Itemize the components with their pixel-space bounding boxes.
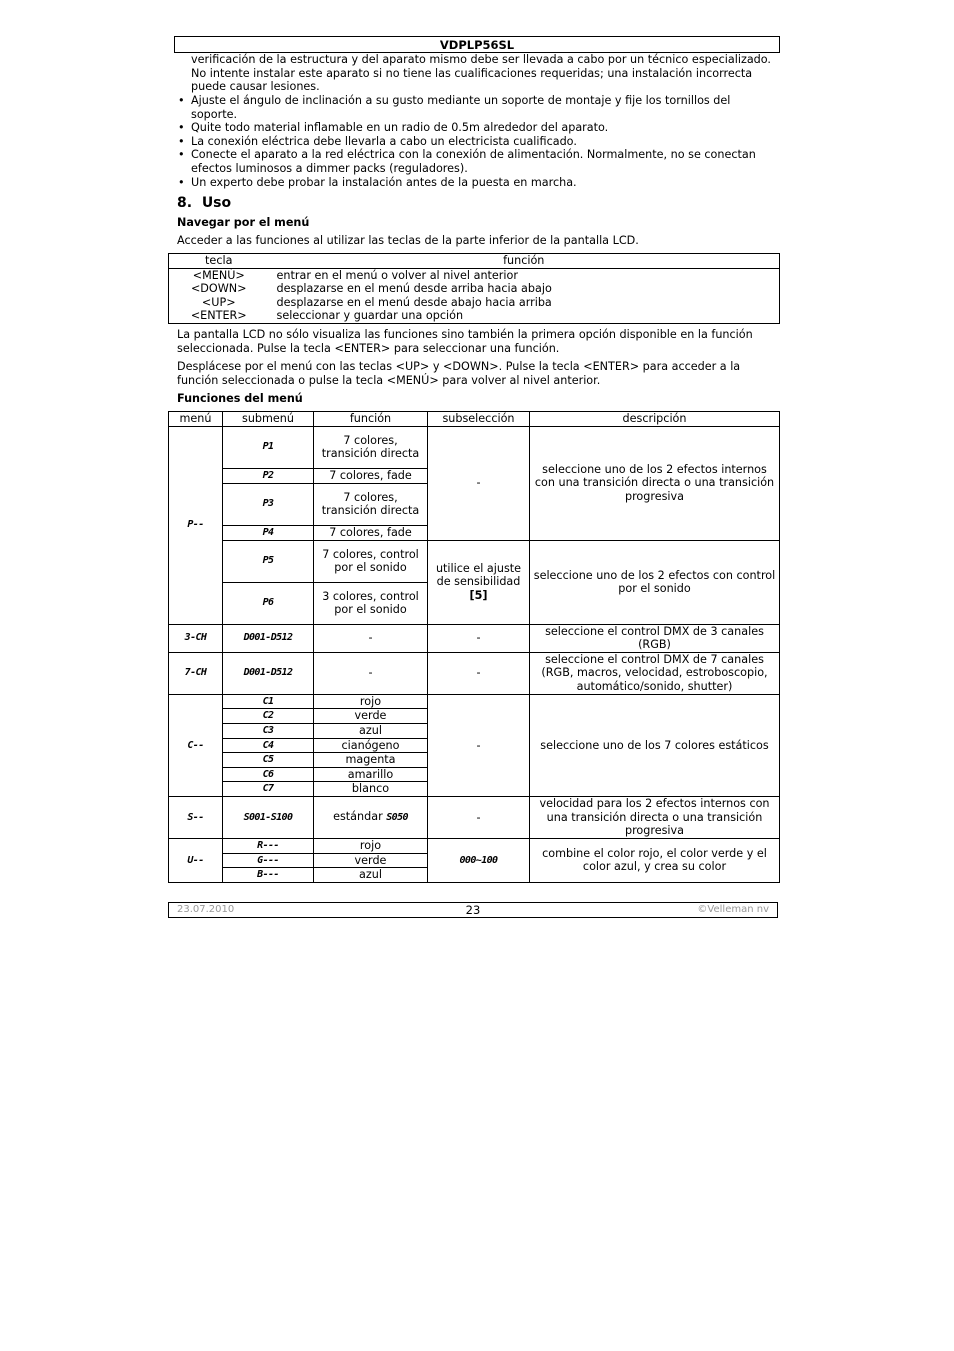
submenu-code: S001-S100 [223, 796, 314, 838]
submenu-code: R--- [223, 838, 314, 853]
table-row [169, 282, 780, 296]
menu-code: 7-CH [169, 652, 223, 694]
col-header-subselection: subselección [428, 412, 530, 427]
nav-intro: Acceder a las funciones al utilizar las teclas de la parte inferior de la pantalla LCD. [177, 234, 639, 247]
subselection-cell: - [428, 694, 530, 796]
key-function: entrar en el menú o volver al nivel anterior [276, 268, 518, 282]
intro-continuation [191, 53, 791, 94]
menu-code: 3-CH [169, 624, 223, 652]
key-function: seleccionar y guardar una opción [276, 309, 464, 323]
intro-line: verificación de la estructura y del aparato mismo debe ser llevada a cabo por un técnico especializado. [191, 53, 771, 66]
bullet-item: • Conecte el aparato a la red eléctrica con la conexión de alimentación. Normalmente, no se conectan efectos luminosos a dimmer packs (reguladores). [176, 148, 770, 175]
function-cell: amarillo [314, 767, 428, 782]
submenu-code: B--- [223, 868, 314, 883]
function-cell: - [314, 652, 428, 694]
menu-code: C-- [169, 694, 223, 796]
page-header [174, 36, 780, 53]
footer-copyright: ©Velleman nv [697, 904, 769, 915]
submenu-code: C2 [223, 709, 314, 724]
function-cell: rojo [314, 694, 428, 709]
col-header-func: función [269, 254, 780, 269]
key-label: <UP> [201, 295, 236, 309]
subselection-cell: 000~100 [428, 838, 530, 882]
installation-bullets [176, 94, 770, 189]
submenu-code: C1 [223, 694, 314, 709]
table-row [169, 296, 780, 310]
key-label: <ENTER> [190, 309, 247, 323]
submenu-code: C6 [223, 767, 314, 782]
menu-functions-table [168, 411, 780, 883]
bullet-item: • Quite todo material inflamable en un radio de 0.5m alrededor del aparato. [176, 121, 770, 135]
function-cell: verde [314, 709, 428, 724]
submenu-code: C7 [223, 782, 314, 797]
submenu-code: P1 [223, 426, 314, 468]
function-text: estándar [333, 810, 383, 824]
section-heading [177, 195, 231, 211]
function-cell [314, 796, 428, 838]
bullet-item: • Un experto debe probar la instalación antes de la puesta en marcha. [176, 176, 770, 190]
subselection-cell [428, 540, 530, 624]
submenu-code: P2 [223, 468, 314, 483]
table-row [169, 652, 780, 694]
table-row [169, 268, 780, 282]
submenu-code: D001-D512 [223, 652, 314, 694]
key-label: <DOWN> [190, 282, 247, 296]
function-cell: 7 colores, transición directa [314, 426, 428, 468]
function-cell: verde [314, 853, 428, 868]
submenu-code: P4 [223, 525, 314, 540]
submenu-code: C5 [223, 753, 314, 768]
subselection-cell: - [428, 652, 530, 694]
menu-functions-heading: Funciones del menú [177, 392, 303, 405]
submenu-code: P3 [223, 483, 314, 525]
subselection-cell: - [428, 426, 530, 540]
table-row [169, 624, 780, 652]
model-name: VDPLP56SL [439, 38, 515, 52]
table-header-row [169, 412, 780, 427]
description-cell: seleccione uno de los 2 efectos internos con una transición directa o una transición progresiva [530, 426, 780, 540]
table-row [169, 309, 780, 323]
section-title: Uso [201, 195, 232, 211]
function-cell: 7 colores, transición directa [314, 483, 428, 525]
key-label: <MENÚ> [192, 268, 245, 282]
intro-line: puede causar lesiones. [191, 80, 320, 94]
table-row [169, 796, 780, 838]
function-cell: blanco [314, 782, 428, 797]
function-cell: 7 colores, fade [314, 525, 428, 540]
key-function: desplazarse en el menú desde abajo hacia arriba [276, 295, 552, 309]
submenu-code: P5 [223, 540, 314, 582]
page-footer [168, 902, 778, 918]
nav-paragraph-1: La pantalla LCD no sólo visualiza las funciones sino también la primera opción disponible en la función seleccionada. Pulse la tecla <ENTER> para seleccionar una función. [177, 328, 753, 355]
function-cell: azul [314, 868, 428, 883]
table-row [169, 426, 780, 468]
table-row [169, 540, 780, 582]
intro-line: No intente instalar este aparato si no tiene las cualificaciones requeridas; una instalación incorrecta [191, 66, 753, 80]
submenu-code: C3 [223, 723, 314, 738]
description-cell: seleccione uno de los 7 colores estáticos [530, 694, 780, 796]
function-cell: 3 colores, control por el sonido [314, 582, 428, 624]
col-header-description: descripción [530, 412, 780, 427]
submenu-code: G--- [223, 853, 314, 868]
col-header-menu: menú [169, 412, 223, 427]
function-cell: magenta [314, 753, 428, 768]
description-cell: velocidad para los 2 efectos internos con una transición directa o una transición progresiva [530, 796, 780, 838]
submenu-code: P6 [223, 582, 314, 624]
subselection-text: utilice el ajuste de sensibilidad [435, 561, 522, 589]
subselection-ref: [5] [469, 588, 488, 602]
col-header-key: tecla [169, 254, 269, 269]
nav-heading: Navegar por el menú [177, 216, 310, 229]
menu-code: P-- [169, 426, 223, 624]
footer-date: 23.07.2010 [177, 904, 235, 915]
table-header-row [169, 254, 780, 269]
description-cell: seleccione el control DMX de 7 canales (RGB, macros, velocidad, estroboscopio, automático/sonido, shutter) [530, 652, 780, 694]
col-header-function: función [314, 412, 428, 427]
function-cell: 7 colores, fade [314, 468, 428, 483]
col-header-submenu: submenú [223, 412, 314, 427]
function-cell: 7 colores, control por el sonido [314, 540, 428, 582]
description-cell: seleccione uno de los 2 efectos con control por el sonido [530, 540, 780, 624]
table-row [169, 694, 780, 709]
function-code: S050 [386, 812, 408, 824]
keys-table [168, 253, 780, 324]
table-row [169, 838, 780, 853]
subselection-cell: - [428, 624, 530, 652]
description-cell: combine el color rojo, el color verde y el color azul, y crea su color [530, 838, 780, 882]
submenu-code: C4 [223, 738, 314, 753]
menu-code: S-- [169, 796, 223, 838]
nav-paragraph-2: Desplácese por el menú con las teclas <UP> y <DOWN>. Pulse la tecla <ENTER> para acceder a la función seleccionada o pulse la tecla <MENÚ> para volver al nivel anterior. [177, 360, 741, 387]
function-cell: rojo [314, 838, 428, 853]
section-number: 8. [177, 195, 193, 211]
menu-code: U-- [169, 838, 223, 882]
description-cell: seleccione el control DMX de 3 canales (RGB) [530, 624, 780, 652]
bullet-item: • La conexión eléctrica debe llevarla a cabo un electricista cualificado. [176, 135, 770, 149]
submenu-code: D001-D512 [223, 624, 314, 652]
subselection-cell: - [428, 796, 530, 838]
function-cell: cianógeno [314, 738, 428, 753]
function-cell: - [314, 624, 428, 652]
key-function: desplazarse en el menú desde arriba hacia abajo [276, 282, 552, 296]
page-number: 23 [465, 903, 481, 917]
bullet-item: • Ajuste el ángulo de inclinación a su gusto mediante un soporte de montaje y fije los tornillos del soporte. [176, 94, 770, 121]
function-cell: azul [314, 723, 428, 738]
